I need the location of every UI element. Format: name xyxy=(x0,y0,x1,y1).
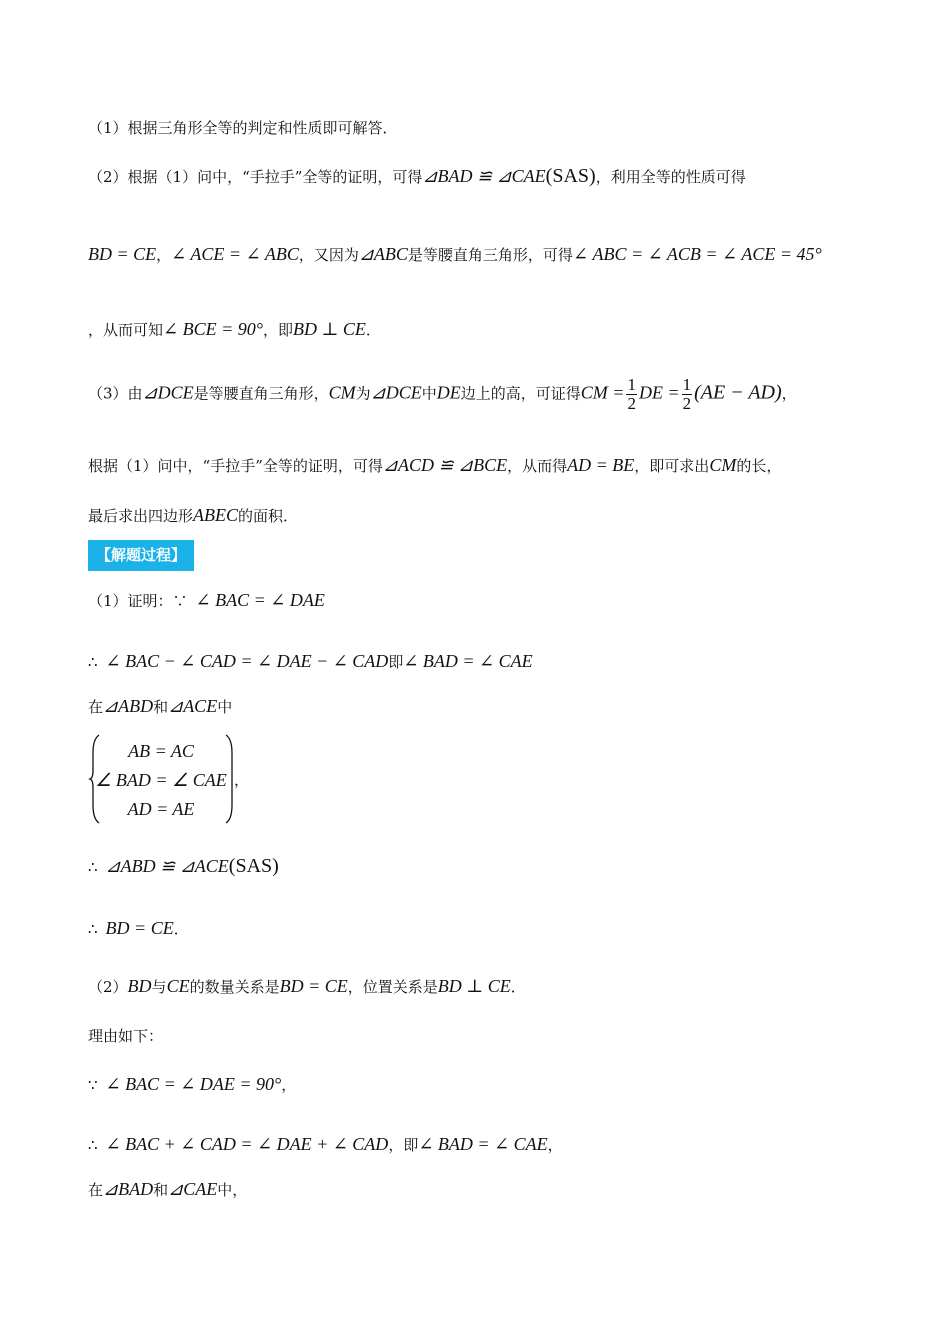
math-expression: CM xyxy=(328,382,356,403)
math-expression: ⊿ACE xyxy=(168,696,218,716)
text: （1）根据三角形全等的判定和性质即可解答． xyxy=(88,119,398,137)
text: 与 xyxy=(151,978,167,996)
system-comma: ， xyxy=(234,771,250,789)
text: 在 xyxy=(88,1181,104,1199)
text: ，即可求出 xyxy=(634,457,710,475)
system-row: AD = AE xyxy=(127,799,195,819)
fraction-numerator: 1 xyxy=(627,375,636,394)
math-expression: ABEC xyxy=(193,505,239,525)
math-expression: ⊿DCE xyxy=(142,382,194,403)
math-expression: ∠ ABC = ∠ ACB = ∠ ACE = 45° xyxy=(572,244,822,264)
text: 最后求出四边形 xyxy=(88,507,194,525)
because-symbol: ∵ xyxy=(88,1076,98,1094)
math-expression: BD = CE xyxy=(105,918,174,938)
therefore-symbol: ∴ xyxy=(88,858,98,876)
fraction-denominator: 2 xyxy=(682,394,692,413)
math-expression: (SAS) xyxy=(228,855,279,877)
solution-line-6 xyxy=(88,974,878,999)
math-expression: ∠ ACE = ∠ ABC xyxy=(171,244,299,264)
solution-section-badge: 【解题过程】 xyxy=(88,540,194,571)
text: ，从而可知 xyxy=(88,321,164,339)
text: 是等腰直角三角形， xyxy=(193,384,329,403)
analysis-part-3-final xyxy=(88,503,878,528)
text: （1）证明：∵ xyxy=(88,592,188,610)
solution-line-7 xyxy=(88,1024,878,1048)
text: ， xyxy=(547,1136,563,1154)
math-expression: ⊿DCE xyxy=(370,382,422,403)
therefore-symbol: ∴ xyxy=(88,1136,98,1154)
solution-line-2 xyxy=(88,649,878,674)
analysis-part-2-cont xyxy=(88,242,878,267)
text: 在 xyxy=(88,698,104,716)
math-expression: ∠ BAD = ∠ CAE xyxy=(403,651,533,671)
system-rows xyxy=(94,737,228,824)
math-expression: CE xyxy=(166,976,190,996)
text: 中， xyxy=(217,1181,248,1199)
math-expression: BD ⊥ CE xyxy=(292,319,366,339)
text: ，即 xyxy=(262,321,293,339)
fraction-denominator: 2 xyxy=(627,394,636,413)
fraction-one-half xyxy=(682,376,693,413)
text: （3）由 xyxy=(88,384,143,403)
equation-system xyxy=(88,733,248,825)
text: 中 xyxy=(421,384,437,403)
math-expression: ∠ BCE = 90° xyxy=(163,319,263,339)
text: ，利用全等的性质可得 xyxy=(595,168,746,186)
system-row: AB = AC xyxy=(128,741,194,761)
analysis-part-1 xyxy=(88,116,878,140)
analysis-part-2-conclusion xyxy=(88,317,878,342)
solution-line-4 xyxy=(88,854,878,879)
text: ，即 xyxy=(388,1136,419,1154)
text: 的长， xyxy=(736,457,782,475)
math-expression: ∠ BAC = ∠ DAE = 90° xyxy=(105,1074,282,1094)
math-expression: ⊿ABD xyxy=(103,696,154,716)
analysis-part-3 xyxy=(88,376,878,413)
text: ， xyxy=(281,1076,297,1094)
solution-line-5 xyxy=(88,916,878,941)
math-expression: ∠ BAC − ∠ CAD = ∠ DAE − ∠ CAD xyxy=(105,651,389,671)
math-expression: ⊿ACD ≌ ⊿BCE xyxy=(382,455,508,475)
text: （2） xyxy=(88,978,128,996)
text: 和 xyxy=(153,698,169,716)
text: ， xyxy=(781,384,797,403)
math-expression: BD = CE xyxy=(88,244,157,264)
text: ． xyxy=(365,321,381,339)
fraction-numerator: 1 xyxy=(682,375,692,394)
math-expression: CM xyxy=(709,455,737,475)
math-expression: ⊿BAD ≌ ⊿CAE xyxy=(422,166,546,186)
text: 即 xyxy=(388,653,404,671)
text: 是等腰直角三角形，可得 xyxy=(407,246,573,264)
math-expression: (SAS) xyxy=(545,165,596,187)
math-expression: ⊿ABD ≌ ⊿ACE xyxy=(105,856,229,876)
text: 为 xyxy=(355,384,371,403)
math-expression: ∠ BAC + ∠ CAD = ∠ DAE + ∠ CAD xyxy=(105,1134,389,1154)
text: ，位置关系是 xyxy=(347,978,438,996)
text: ． xyxy=(173,920,189,938)
therefore-symbol: ∴ xyxy=(88,653,98,671)
math-expression: AD = BE xyxy=(567,455,635,475)
math-expression: DE xyxy=(436,382,461,403)
text: ，从而得 xyxy=(507,457,568,475)
text: 根据（1）问中，“手拉手”全等的证明，可得 xyxy=(88,457,383,475)
math-expression: ⊿ABC xyxy=(358,244,408,264)
solution-line-3 xyxy=(88,694,878,719)
text: ． xyxy=(510,978,526,996)
therefore-symbol: ∴ xyxy=(88,920,98,938)
solution-line-8 xyxy=(88,1072,878,1097)
math-expression: (AE − AD) xyxy=(694,381,782,404)
math-expression: ⊿BAD xyxy=(103,1179,154,1199)
system-row: ∠ BAD = ∠ CAE xyxy=(95,770,227,790)
solution-line-10 xyxy=(88,1177,878,1202)
math-expression: ⊿CAE xyxy=(168,1179,218,1199)
text: 的数量关系是 xyxy=(189,978,280,996)
math-expression: BD = CE xyxy=(279,976,348,996)
text: 和 xyxy=(153,1181,169,1199)
text: 的面积． xyxy=(238,507,299,525)
solution-line-9 xyxy=(88,1132,878,1157)
math-expression: DE = xyxy=(638,382,680,403)
text: 边上的高，可证得 xyxy=(460,384,581,403)
text: 理由如下： xyxy=(88,1027,164,1045)
fraction-one-half xyxy=(626,376,637,413)
solution-line-1 xyxy=(88,588,878,613)
math-expression: ∠ BAD = ∠ CAE xyxy=(418,1134,548,1154)
math-expression: ∠ BAC = ∠ DAE xyxy=(195,590,325,610)
text: ， xyxy=(156,246,172,264)
math-expression: BD ⊥ CE xyxy=(437,976,511,996)
text: （2）根据（1）问中，“手拉手”全等的证明，可得 xyxy=(88,168,423,186)
text: ，又因为 xyxy=(298,246,359,264)
math-expression: CM = xyxy=(580,382,625,403)
analysis-part-2 xyxy=(88,164,878,189)
analysis-part-3-cont xyxy=(88,453,878,478)
text: 中 xyxy=(217,698,233,716)
math-expression: BD xyxy=(127,976,152,996)
